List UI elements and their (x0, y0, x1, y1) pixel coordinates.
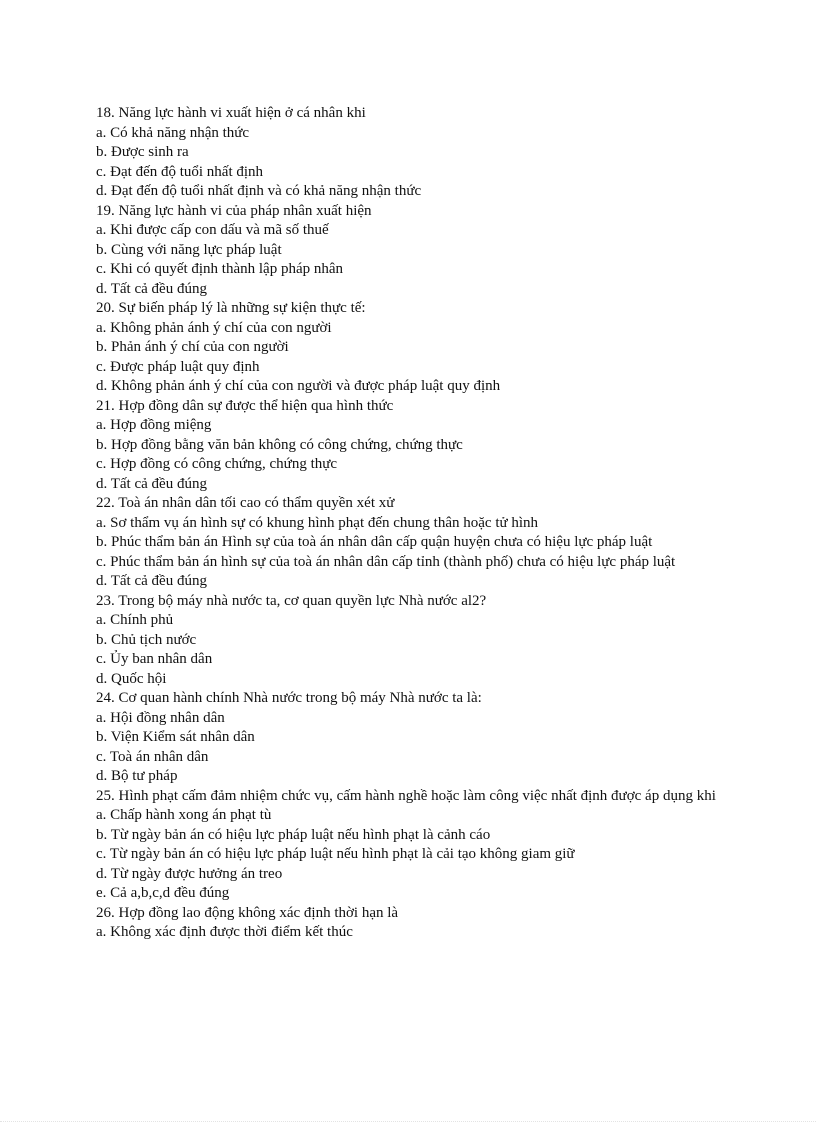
page-bottom-rule (0, 1121, 816, 1122)
answer-option: b. Được sinh ra (96, 144, 189, 160)
question-text: 18. Năng lực hành vi xuất hiện ở cá nhân khi (96, 105, 366, 121)
answer-option: d. Đạt đến độ tuổi nhất định và có khả năng nhận thức (96, 183, 422, 199)
question-text: 19. Năng lực hành vi của pháp nhân xuất hiện (96, 202, 372, 219)
answer-option: c. Toà án nhân dân (96, 748, 209, 765)
answer-option: d. Quốc hội (96, 670, 167, 687)
answer-option: a. Hợp đồng miệng (96, 417, 212, 433)
answer-option: c. Phúc thẩm bản án hình sự của toà án nhân dân cấp tỉnh (thành phố) chưa có hiệu lực pháp luật (96, 553, 676, 570)
answer-option: d. Tất cả đều đúng (96, 475, 207, 492)
question-block (96, 397, 720, 495)
question-text: 20. Sự biến pháp lý là những sự kiện thực tế: (96, 300, 366, 316)
answer-option: b. Phản ánh ý chí của con người (96, 339, 289, 355)
answer-option: d. Không phản ánh ý chí của con người và được pháp luật quy định (96, 378, 501, 394)
answer-option: b. Từ ngày bản án có hiệu lực pháp luật nếu hình phạt là cảnh cáo (96, 826, 491, 843)
answer-option: a. Sơ thẩm vụ án hình sự có khung hình phạt đến chung thân hoặc tử hình (96, 514, 539, 531)
question-text: 22. Toà án nhân dân tối cao có thẩm quyền xét xử (96, 495, 395, 511)
answer-option: a. Có khả năng nhận thức (96, 124, 250, 141)
question-text: 21. Hợp đồng dân sự được thể hiện qua hình thức (96, 397, 394, 414)
answer-option: b. Phúc thẩm bản án Hình sự của toà án nhân dân cấp quận huyện chưa có hiệu lực pháp luật (96, 534, 653, 550)
question-block (96, 202, 720, 300)
answer-option: b. Chủ tịch nước (96, 631, 197, 648)
answer-option: a. Chấp hành xong án phạt tù (96, 807, 272, 823)
question-block (96, 689, 720, 787)
question-list (96, 104, 720, 943)
answer-option: a. Hội đồng nhân dân (96, 709, 225, 726)
answer-option: c. Đạt đến độ tuổi nhất định (96, 163, 264, 180)
question-text: 24. Cơ quan hành chính Nhà nước trong bộ máy Nhà nước ta là: (96, 690, 482, 706)
answer-option: a. Không phản ánh ý chí của con người (96, 319, 332, 336)
question-block (96, 299, 720, 397)
answer-option: c. Ủy ban nhân dân (96, 651, 213, 667)
question-text: 23. Trong bộ máy nhà nước ta, cơ quan quyền lực Nhà nước al2? (96, 592, 487, 609)
question-block (96, 494, 720, 592)
question-text: 25. Hình phạt cấm đảm nhiệm chức vụ, cấm hành nghề hoặc làm công việc nhất định được áp dụng khi (96, 787, 716, 804)
question-block (96, 787, 720, 904)
question-block (96, 104, 720, 202)
answer-option: a. Khi được cấp con dấu và mã số thuế (96, 222, 329, 238)
answer-option: d. Bộ tư pháp (96, 768, 178, 784)
answer-option: c. Từ ngày bản án có hiệu lực pháp luật nếu hình phạt là cải tạo không giam giữ (96, 846, 575, 862)
answer-option: b. Viện Kiểm sát nhân dân (96, 729, 255, 745)
question-block (96, 904, 720, 943)
answer-option: e. Cả a,b,c,d đều đúng (96, 885, 230, 901)
question-block (96, 592, 720, 690)
question-text: 26. Hợp đồng lao động không xác định thời hạn là (96, 904, 399, 921)
answer-option: b. Cùng với năng lực pháp luật (96, 241, 282, 258)
answer-option: d. Từ ngày được hưởng án treo (96, 865, 283, 882)
answer-option: d. Tất cả đều đúng (96, 573, 207, 589)
answer-option: a. Không xác định được thời điểm kết thúc (96, 924, 353, 940)
answer-option: c. Khi có quyết định thành lập pháp nhân (96, 261, 344, 277)
answer-option: d. Tất cả đều đúng (96, 280, 207, 297)
answer-option: a. Chính phủ (96, 612, 174, 628)
answer-option: c. Được pháp luật quy định (96, 358, 260, 375)
answer-option: c. Hợp đồng có công chứng, chứng thực (96, 456, 338, 472)
answer-option: b. Hợp đồng bằng văn bản không có công chứng, chứng thực (96, 436, 463, 453)
